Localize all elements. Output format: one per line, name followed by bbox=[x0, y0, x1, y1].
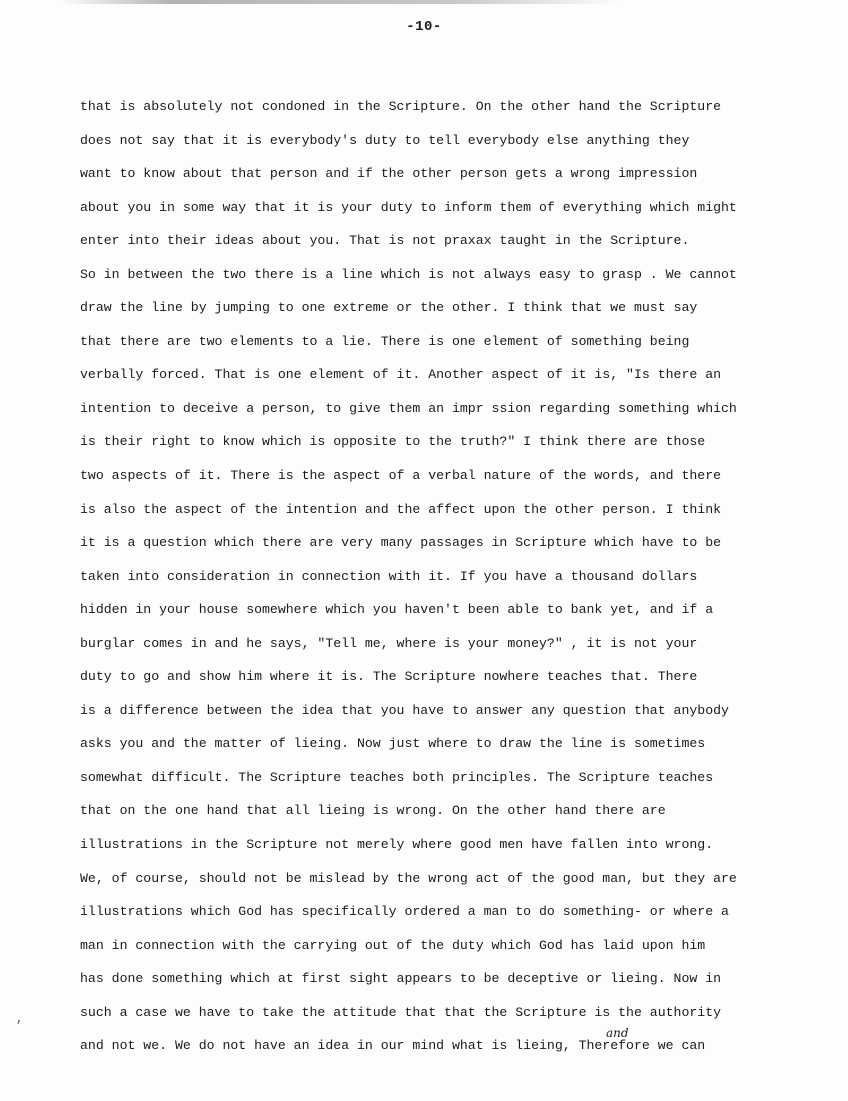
margin-mark: , bbox=[16, 1012, 24, 1026]
text-line: intention to deceive a person, to give them an impr ssion regarding something which bbox=[80, 400, 737, 416]
text-line: So in between the two there is a line which is not always easy to grasp . We cannot bbox=[80, 266, 737, 282]
text-line: is their right to know which is opposite to the truth?" I think there are those bbox=[80, 434, 706, 450]
text-line: illustrations which God has specifically ordered a man to do something- or where a bbox=[80, 904, 729, 920]
text-line: is also the aspect of the intention and the affect upon the other person. I think bbox=[80, 501, 722, 517]
handwritten-insert: and bbox=[606, 1026, 629, 1040]
text-line: verbally forced. That is one element of it. Another aspect of it is, "Is there an bbox=[80, 367, 722, 383]
text-line: illustrations in the Scripture not merely where good men have fallen into wrong. bbox=[80, 837, 714, 853]
text-line: taken into consideration in connection with it. If you have a thousand dollars bbox=[80, 568, 698, 584]
text-line: and not we. We do not have an idea in our mind what is lieing, Therefore we can bbox=[80, 1038, 706, 1054]
text-line: enter into their ideas about you. That is not praxax taught in the Scripture. bbox=[80, 233, 690, 249]
text-line: hidden in your house somewhere which you haven't been able to bank yet, and if a bbox=[80, 602, 714, 618]
text-line: such a case we have to take the attitude that that the Scripture is the authority bbox=[80, 1004, 722, 1020]
text-line: that is absolutely not condoned in the Scripture. On the other hand the Scripture bbox=[80, 99, 722, 114]
text-line: is a difference between the idea that you have to answer any question that anybody bbox=[80, 702, 729, 718]
body-text bbox=[80, 97, 800, 1070]
text-line: somewhat difficult. The Scripture teaches both principles. The Scripture teaches bbox=[80, 769, 714, 785]
text-line: draw the line by jumping to one extreme or the other. I think that we must say bbox=[80, 300, 698, 316]
text-line: duty to go and show him where it is. The Scripture nowhere teaches that. There bbox=[80, 669, 698, 685]
text-line: does not say that it is everybody's duty to tell everybody else anything they bbox=[80, 132, 690, 148]
text-line: that there are two elements to a lie. There is one element of something being bbox=[80, 333, 690, 349]
text-line: it is a question which there are very many passages in Scripture which have to be bbox=[80, 535, 722, 551]
text-line: that on the one hand that all lieing is wrong. On the other hand there are bbox=[80, 803, 666, 819]
text-line: want to know about that person and if the other person gets a wrong impression bbox=[80, 166, 698, 182]
text-line: man in connection with the carrying out of the duty which God has laid upon him bbox=[80, 937, 706, 953]
scan-edge-mark bbox=[60, 0, 620, 4]
text-line: burglar comes in and he says, "Tell me, where is your money?" , it is not your bbox=[80, 635, 698, 651]
text-line: asks you and the matter of lieing. Now just where to draw the line is sometimes bbox=[80, 736, 706, 752]
text-line: We, of course, should not be mislead by the wrong act of the good man, but they are bbox=[80, 870, 737, 886]
page-number: -10- bbox=[406, 19, 442, 35]
text-line: has done something which at first sight appears to be deceptive or lieing. Now in bbox=[80, 971, 722, 987]
text-line: two aspects of it. There is the aspect of a verbal nature of the words, and there bbox=[80, 468, 722, 484]
text-line: about you in some way that it is your duty to inform them of everything which might bbox=[80, 199, 737, 215]
